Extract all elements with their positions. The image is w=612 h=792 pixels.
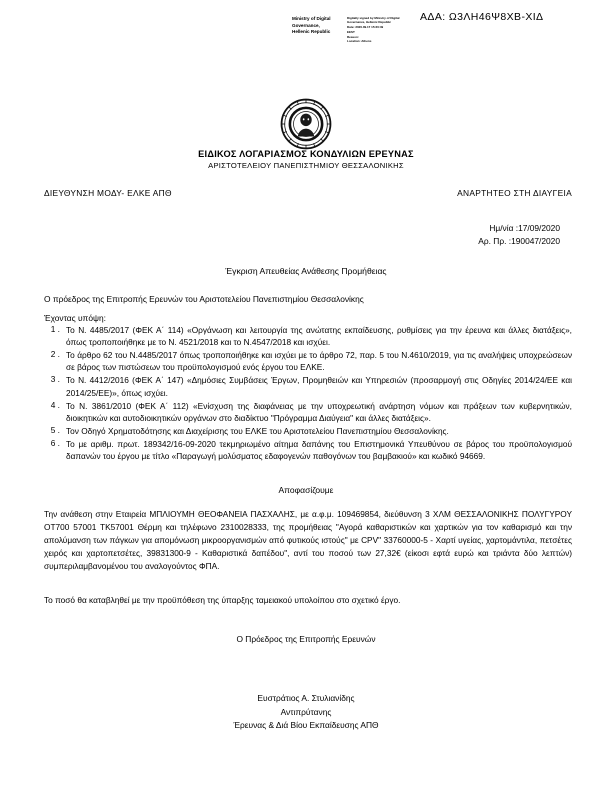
list-item-number: 2 .: [50, 349, 60, 360]
list-item-number: 6 .: [50, 437, 60, 448]
having-regard-label: Έχοντας υπόψη:: [44, 313, 106, 323]
digital-signature-stamp: [292, 16, 404, 44]
list-item-text: Το με αριθμ. πρωτ. 189342/16-09-2020 τεκμηριωμένο αίτημα δαπάνης του Επιστημονικά Υπευθύνου σε βάρος του προϋπολογισμού δαπανών του έργου με τίτλο «Παραγωγή μολύσματος εδαφογενών παθογόνων του βαμβακιού» και κωδικό 94669.: [66, 438, 572, 462]
digital-signature-details: [347, 16, 403, 44]
list-item-number: 3 .: [50, 374, 60, 385]
dsig-detail-line-1: Digitally signed by Ministry of Digital Governance, Hellenic Republic: [347, 16, 400, 25]
intro-paragraph: Ο πρόεδρος της Επιτροπής Ερευνών του Αριστοτελείου Πανεπιστημίου Θεσσαλονίκης: [44, 294, 364, 304]
dsig-detail-line-5: Location: Athens: [347, 39, 372, 44]
ada-code: ΑΔΑ: Ω3ΛΗ46Ψ8ΧΒ-ΧΙΔ: [420, 11, 544, 23]
aristotle-university-seal-icon: [280, 98, 332, 150]
list-item-text: Το άρθρο 62 του Ν.4485/2017 όπως τροποποιήθηκε και ισχύει με το άρθρο 72, παρ. 5 του Ν.4610/2019, για τις αναλήψεις υποχρεώσεων σε βάρος των πιστώσεων του προϋπολογισμού ενός έργου του ΕΛΚΕ.: [66, 350, 572, 373]
page-title: Έγκριση Απευθείας Ανάθεσης Προμήθειας: [225, 266, 387, 276]
organization-heading: [0, 148, 612, 172]
organization-name: ΕΙΔΙΚΟΣ ΛΟΓΑΡΙΑΣΜΟΣ ΚΟΝΔΥΛΙΩΝ ΕΡΕΥΝΑΣ: [198, 149, 414, 159]
emblem-container: [0, 98, 612, 155]
document-date: Ημ/νία :17/09/2020: [489, 223, 560, 233]
list-item: [44, 324, 572, 348]
list-item: [44, 374, 572, 398]
dsig-authority-line-3: Hellenic Republic: [292, 29, 331, 35]
publication-notice: ΑΝΑΡΤΗΤΕΟ ΣΤΗ ΔΙΑΥΓΕΙΑ: [457, 188, 572, 198]
signatory-name: Ευστράτιος Α. Στυλιανίδης: [257, 693, 355, 703]
list-item-text: Το Ν. 4412/2016 (ΦΕΚ Α΄ 147) «Δημόσιες Συμβάσεις Έργων, Προμηθειών και Υπηρεσιών (προσαρμογή στις Οδηγίες 2014/24/ΕΕ και 2014/25/ΕΕ)», όπως ισχύει.: [66, 375, 572, 398]
list-item: [44, 425, 572, 437]
list-item-text: Το Ν. 3861/2010 (ΦΕΚ Α΄ 112) «Ενίσχυση της διαφάνειας με την υποχρεωτική ανάρτηση νόμων και πράξεων των κυβερνητικών, διοικητικών και αυτοδιοικητικών οργάνων στο διαδίκτυο "Πρόγραμμα Διαύγεια" και άλλες διατάξεις».: [66, 400, 572, 423]
department-label: ΔΙΕΥΘΥΝΣΗ ΜΟΔΥ- ΕΛΚΕ ΑΠΘ: [44, 188, 172, 198]
header-row: [44, 188, 572, 198]
list-item-text: Το Ν. 4485/2017 (ΦΕΚ Α΄ 114) «Οργάνωση και λειτουργία της ανώτατης εκπαίδευσης, ρυθμίσεις για την έρευνα και άλλες διατάξεις», όπως τροποποιήθηκε με το Ν. 4521/2018 και το Ν.4547/2018 και ισχύει.: [66, 325, 572, 348]
list-item: [44, 438, 572, 462]
dsig-detail-line-3: EEST: [347, 29, 355, 34]
digital-signature-authority: [292, 16, 342, 44]
dsig-detail-line-4: Reason:: [347, 34, 359, 39]
dsig-authority-line-1: Ministry of Digital: [292, 16, 331, 21]
dsig-authority-line-2: Governance,: [292, 22, 320, 28]
signatory-role: Ο Πρόεδρος της Επιτροπής Ερευνών: [236, 634, 376, 644]
signature-block: [0, 692, 612, 733]
payment-condition-paragraph: Το ποσό θα καταβληθεί με την προϋπόθεση της ύπαρξης ταμειακού υπολοίπου στο σχετικό έργο.: [44, 595, 401, 605]
decision-paragraph: Την ανάθεση στην Εταιρεία ΜΠΛΙΟΥΜΗ ΘΕΟΦΑΝΕΙΑ ΠΑΣΧΑΛΗΣ, με α.φ.μ. 109469854, διεύθυνση 3 ΧΛΜ ΘΕΣΣΑΛΟΝΙΚΗΣ ΠΟΛΥΓΥΡΟΥ ΟΤ700 57001 ΤΚ57001 Θέρμη και τηλέφωνο 2310028333, της προμήθειας "Αγορά καθαριστικών και χαρτικών για τον καθαρισμό και την απολύμανση των πάγκων για απομόνωση μικροοργανισμών από φυτικούς ιστούς" με CPV" 33760000-5 - Χαρτί υγείας, χαρτομάντιλα, πετσέτες χειρός και χαρτοπετσέτες, 39831300-9 - Καθαριστικά δαπέδου", αντί του ποσού των 27,32€ (είκοσι εφτά ευρώ και τριάντα δύο λεπτών) συμπεριλαμβανομένου του αναλογούντος ΦΠΑ.: [44, 509, 572, 571]
list-item-number: 5 .: [50, 424, 60, 435]
reference-block: [0, 222, 560, 248]
dsig-detail-line-2: Date: 2020.09.17 15:20:49: [347, 24, 384, 29]
document-header-strip: [0, 0, 612, 72]
list-item: [44, 349, 572, 373]
signatory-department: Έρευνας & Διά Βίου Εκπαίδευσης ΑΠΘ: [233, 720, 379, 731]
organization-university: ΑΡΙΣΤΟΤΕΛΕΙΟΥ ΠΑΝΕΠΙΣΤΗΜΙΟΥ ΘΕΣΣΑΛΟΝΙΚΗΣ: [208, 161, 404, 171]
list-item-text: Τον Οδηγό Χρηματοδότησης και Διαχείρισης του ΕΛΚΕ του Αριστοτελείου Πανεπιστημίου Θεσσαλονίκης.: [66, 425, 449, 436]
decision-heading: Αποφασίζουμε: [278, 485, 334, 495]
legal-basis-list: [44, 324, 572, 463]
list-item-number: 4 .: [50, 399, 60, 410]
signatory-position: Αντιπρύτανης: [280, 706, 332, 717]
protocol-number: Αρ. Πρ. :190047/2020: [478, 236, 560, 247]
list-item: [44, 400, 572, 424]
list-item-number: 1 .: [50, 324, 60, 334]
